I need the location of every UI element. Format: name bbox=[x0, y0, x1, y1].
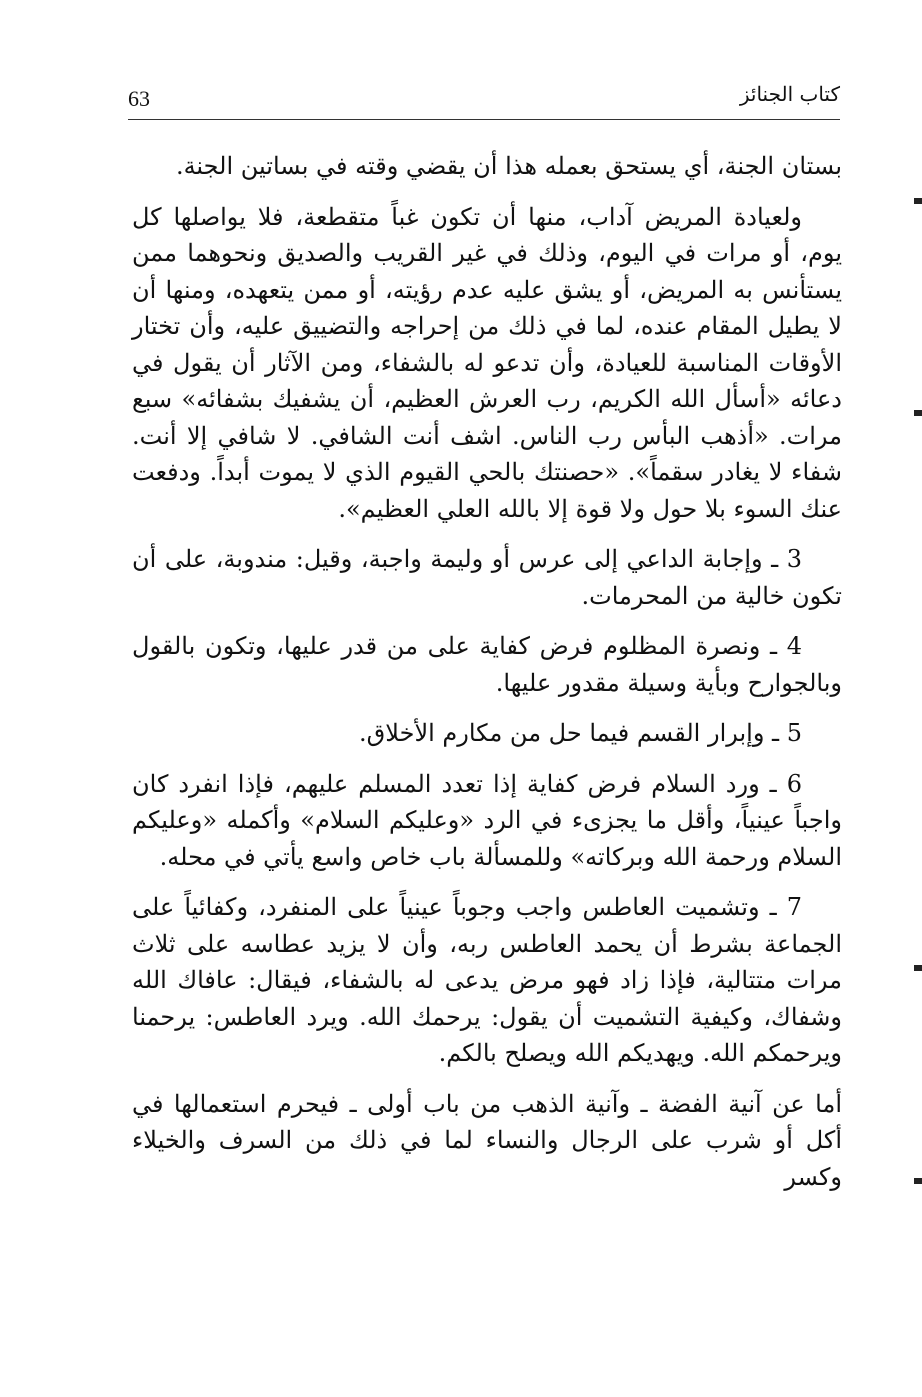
margin-mark bbox=[914, 1178, 922, 1184]
margin-mark bbox=[914, 410, 922, 416]
margin-mark bbox=[914, 198, 922, 204]
paragraph-7: 7 ـ وتشميت العاطس واجب وجوباً عينياً على المنفرد، وكفائياً على الجماعة بشرط أن يحمد العاطس ربه، وأن لا يزيد عطاسه على ثلاث مرات متتالية، فإذا زاد فهو مرض يدعى له بالشفاء، فيقال: عافاك الله وشفاك، وكيفية التشميت أن يقول: يرحمك الله. ويرد العاطس: يرحمنا ويرحمكم الله. ويهديكم الله ويصلح بالكم. bbox=[132, 893, 842, 1067]
page-header bbox=[128, 82, 840, 116]
paragraph-4: 4 ـ ونصرة المظلوم فرض كفاية على من قدر عليها، وتكون بالقول وبالجوارح وبأية وسيلة مقدور عليها. bbox=[132, 632, 842, 697]
page-body bbox=[132, 148, 842, 1209]
paragraph-8: أما عن آنية الفضة ـ وآنية الذهب من باب أولى ـ فيحرم استعمالها في أكل أو شرب على الرجال والنساء لما في ذلك من السرف والخيلاء وكسر bbox=[132, 1089, 843, 1191]
paragraph-2: ولعيادة المريض آداب، منها أن تكون غباً متقطعة، فلا يواصلها كل يوم، أو مرات في اليوم، وذلك في غير القريب والصديق ونحوهما ممن يستأنس به المريض، أو يشق عليه عدم رؤيته، أو ممن يتعهده، ومنها أن لا يطيل المقام عنده، لما في ذلك من إحراجه والتضييق عليه، وأن تختار الأوقات المناسبة للعيادة، وأن تدعو له بالشفاء، ومن الآثار أن يقول في دعائه «أسأل الله الكريم، رب العرش العظيم، أن يشفيك بشفائه» سبع مرات. «أذهب البأس رب الناس. اشف أنت الشافي. لا شافي إلا أنت. شفاء لا يغادر سقماً». «حصنتك بالحي القيوم الذي لا يموت أبداً. ودفعت عنك السوء بلا حول ولا قوة إلا بالله العلي العظيم». bbox=[132, 202, 842, 523]
paragraph-6: 6 ـ ورد السلام فرض كفاية إذا تعدد المسلم عليهم، فإذا انفرد كان واجباً عينياً، وأقل ما يجزىء في الرد «وعليكم السلام» وأكمله «وعليكم السلام ورحمة الله وبركاته» وللمسألة باب خاص واسع يأتي في محله. bbox=[132, 769, 842, 871]
header-rule bbox=[128, 119, 840, 120]
paragraph-1: بستان الجنة، أي يستحق بعمله هذا أن يقضي وقته في بساتين الجنة. bbox=[175, 152, 842, 180]
paragraph-3: 3 ـ وإجابة الداعي إلى عرس أو وليمة واجبة، وقيل: مندوبة، على أن تكون خالية من المحرمات. bbox=[132, 545, 842, 610]
running-title: كتاب الجنائز bbox=[739, 82, 840, 106]
paragraph-5: 5 ـ وإبرار القسم فيما حل من مكارم الأخلاق. bbox=[359, 719, 802, 747]
page-number: 63 bbox=[128, 86, 150, 111]
margin-mark bbox=[914, 965, 922, 971]
